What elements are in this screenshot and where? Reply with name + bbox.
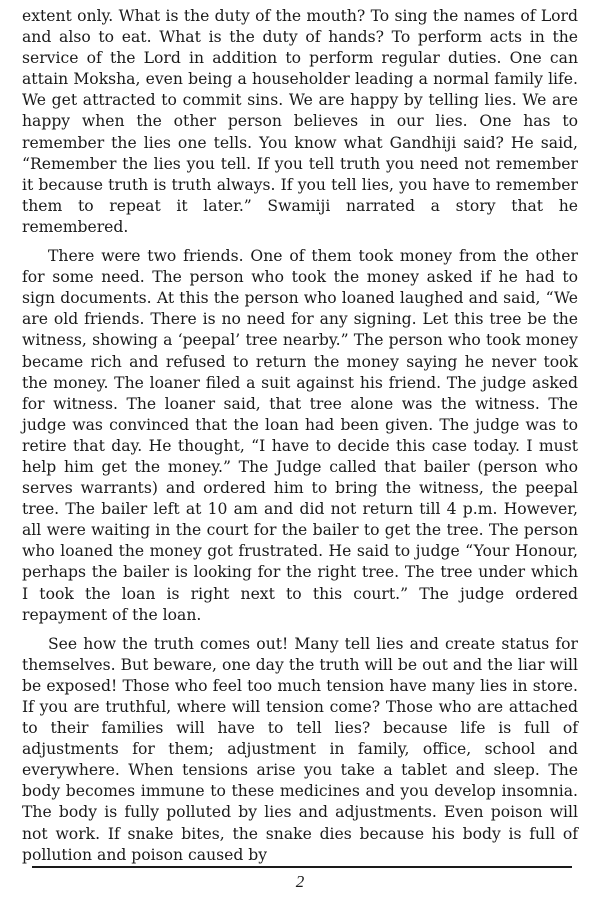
paragraph-truth-comes-out: See how the truth comes out! Many tell lies and create status for themselves. But beware, one day the truth will be out and the liar will be exposed! Those who feel too much tension have many lies in store. If you are truthful, where will tension come? Those who are attached to their families will have to tell lies? because life is full of adjustments for them; adjustment in family, office, school and everywhere. When tensions arise you take a tablet and sleep. The body becomes immune to these medicines and you develop insomnia. The body is fully polluted by lies and adjustments. Even poison will not work. If snake bites, the snake dies because his body is full of pollution and poison caused by bbox=[22, 634, 578, 864]
page-number: 2 bbox=[295, 872, 305, 891]
paragraph-mouth-and-hands: extent only. What is the duty of the mouth? To sing the names of Lord and also to eat. What is the duty of hands? To perform acts in the service of the Lord in addition to perform regular duties. One can attain Moksha, even being a householder leading a normal family life. We get attracted to commit sins. We are happy by telling lies. We are happy when the other person believes in our lies. One has to remember the lies one tells. You know what Gandhiji said? He said, “Remember the lies you tell. If you tell truth you need not remember it because truth is truth always. If you tell lies, you have to remember them to repeat it later.” Swamiji narrated a story that he remembered. bbox=[22, 7, 578, 236]
page-body bbox=[22, 6, 578, 864]
footer-rule bbox=[32, 866, 572, 868]
paragraph-two-friends-story: There were two friends. One of them took money from the other for some need. The person who took the money asked if he had to sign documents. At this the person who loaned laughed and said, “We are old friends. There is no need for any signing. Let this tree be the witness, showing a ‘peepal’ tree nearby.” The person who took money became rich and refused to return the money saying he never took the money. The loaner filed a suit against his friend. The judge asked for witness. The loaner said, that tree alone was the witness. The judge was convinced that the loan had been given. The judge was to retire that day. He thought, “I have to decide this case today. I must help him get the money.” The Judge called that bailer (person who serves warrants) and ordered him to bring the witness, the peepal tree. The bailer left at 10 am and did not return till 4 p.m. However, all were waiting in the court for the bailer to get the tree. The person who loaned the money got frustrated. He said to judge “Your Honour, perhaps the bailer is looking for the right tree. The tree under which I took the loan is right next to this court.” The judge ordered repayment of the loan. bbox=[22, 247, 578, 624]
